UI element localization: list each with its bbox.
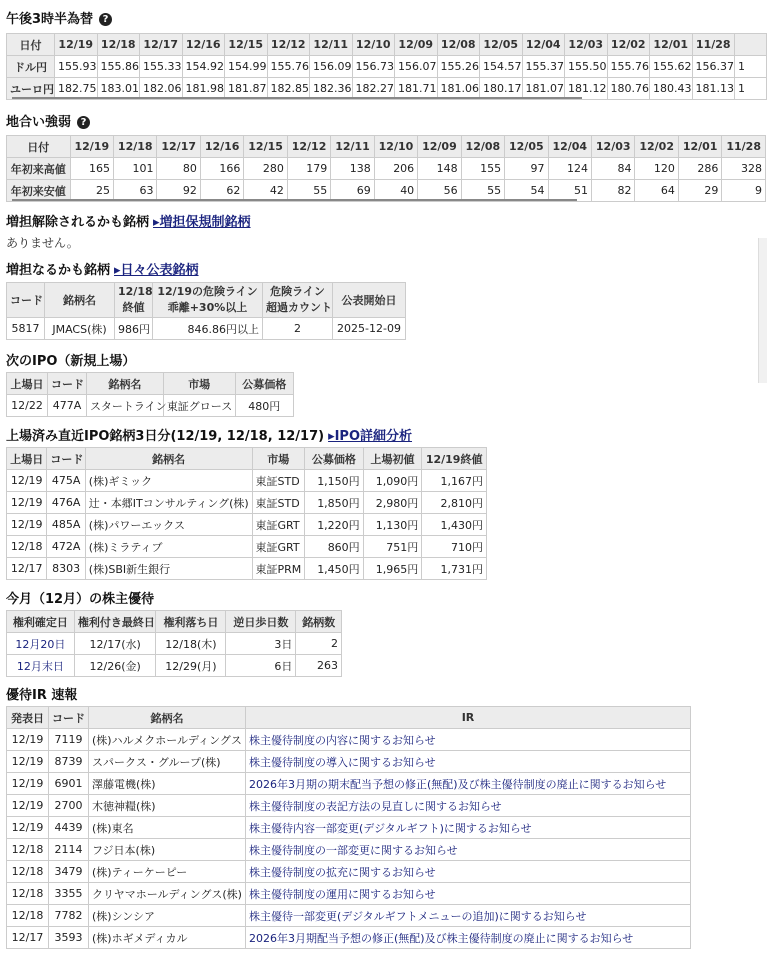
rate-cell: 155.50 [565, 56, 608, 78]
count-cell: 328 [722, 158, 766, 180]
count-cell: 82 [592, 180, 635, 202]
increase-header-row [7, 283, 406, 318]
table-row [7, 773, 691, 795]
date-header: 11/28 [692, 34, 735, 56]
count-cell: 55 [461, 180, 504, 202]
start-header: 公表開始日 [333, 283, 406, 318]
date-header: 12/16 [182, 34, 225, 56]
stock-count: 263 [296, 655, 342, 677]
listing-date: 12/19 [7, 492, 47, 514]
stock-name[interactable]: JMACS(株) [45, 318, 115, 340]
ex-date: 12/18(木) [156, 633, 226, 655]
date-header: 12/09 [418, 136, 461, 158]
market-header: 市場 [252, 448, 305, 470]
ir-link[interactable]: 2026年3月期の期末配当予想の修正(無配)及び株主優待制度の廃止に関するお知らせ [246, 773, 691, 795]
date-header: 12/18 [97, 34, 140, 56]
announce-date: 12/19 [7, 751, 49, 773]
rate-cell: 180.43 [650, 78, 693, 100]
days: 3日 [226, 633, 296, 655]
stock-code: 485A [47, 514, 85, 536]
table-row [7, 839, 691, 861]
date-header: 12/09 [395, 34, 438, 56]
listing-date-header: 上場日 [7, 373, 48, 395]
date-header: 12/18 [114, 136, 157, 158]
margin-regulation-link[interactable]: ▸増担保規制銘柄 [153, 215, 251, 230]
ir-header-row [7, 707, 691, 729]
danger-header [153, 283, 263, 318]
announce-date: 12/18 [7, 839, 49, 861]
increase-section-title [6, 259, 199, 278]
stock-code: 4439 [49, 817, 89, 839]
code-header: コード [49, 707, 89, 729]
rate-cell: 181.12 [565, 78, 608, 100]
market-header: 市場 [163, 373, 235, 395]
stock-code: 475A [47, 470, 85, 492]
close-price-header: 12/19終値 [422, 448, 487, 470]
date-header: 12/17 [140, 34, 183, 56]
recent-ipo-header-row [7, 448, 487, 470]
daily-announcement-link[interactable]: ▸日々公表銘柄 [114, 263, 199, 278]
rate-cell: 183.01 [97, 78, 140, 100]
rate-cell: 155.62 [650, 56, 693, 78]
count-cell: 155 [461, 158, 504, 180]
next-ipo-table [6, 372, 294, 417]
close-price: 1,167円 [422, 470, 487, 492]
date-header: 12/08 [437, 34, 480, 56]
close-price: 710円 [422, 536, 487, 558]
rate-cell: 155.33 [140, 56, 183, 78]
listing-date: 12/18 [7, 536, 47, 558]
stock-code: 8303 [47, 558, 85, 580]
stock-code: 5817 [7, 318, 45, 340]
days: 6日 [226, 655, 296, 677]
last-date: 12/17(水) [74, 633, 156, 655]
count-cell: 56 [418, 180, 461, 202]
count-cell: 51 [548, 180, 591, 202]
table-row [7, 558, 487, 580]
rate-cell: 155.93 [55, 56, 98, 78]
record-date-header: 権利確定日 [7, 611, 75, 633]
stock-name[interactable]: (株)ミラティブ [85, 536, 252, 558]
stock-code: 3593 [49, 927, 89, 949]
strength-title: 地合い強弱 [6, 115, 72, 130]
table-row [7, 861, 691, 883]
table-row [7, 492, 487, 514]
code-header: コード [48, 373, 87, 395]
stock-code: 7782 [49, 905, 89, 927]
stock-code: 2114 [49, 839, 89, 861]
date-header: 12/15 [225, 34, 268, 56]
date-header: 12/17 [157, 136, 200, 158]
stock-code: 3355 [49, 883, 89, 905]
announce-date: 12/17 [7, 927, 49, 949]
rate-cell: 181.87 [225, 78, 268, 100]
stock-code: 472A [47, 536, 85, 558]
table-row [7, 883, 691, 905]
offer-price: 1,450円 [305, 558, 364, 580]
stock-code: 3479 [49, 861, 89, 883]
rate-cell: 182.27 [352, 78, 395, 100]
market: 東証GRT [252, 514, 305, 536]
date-header: 12/10 [352, 34, 395, 56]
stock-name[interactable]: 木徳神糧(株) [89, 795, 246, 817]
stock-name[interactable]: スパークス・グループ(株) [89, 751, 246, 773]
date-header: 12/03 [565, 34, 608, 56]
date-header: 12/16 [200, 136, 243, 158]
announce-date: 12/19 [7, 729, 49, 751]
rate-cell: 156.07 [395, 56, 438, 78]
date-header: 12/03 [592, 136, 635, 158]
announce-date: 12/18 [7, 905, 49, 927]
strength-table-wrap[interactable] [6, 135, 762, 203]
ex-date: 12/29(月) [156, 655, 226, 677]
listing-date-header: 上場日 [7, 448, 47, 470]
rate-cell: 154.57 [480, 56, 523, 78]
stock-name[interactable]: クリヤマホールディングス(株) [89, 883, 246, 905]
date-header: 12/11 [310, 34, 353, 56]
record-date-link[interactable]: 12月末日 [7, 655, 75, 677]
table-row [7, 318, 406, 340]
market: 東証STD [252, 470, 305, 492]
offer-price: 1,850円 [305, 492, 364, 514]
announce-date: 12/19 [7, 773, 49, 795]
rate-cell: 182.85 [267, 78, 310, 100]
name-header: 銘柄名 [45, 283, 115, 318]
close-price: 1,430円 [422, 514, 487, 536]
table-row [7, 751, 691, 773]
page-scrollbar[interactable] [758, 238, 767, 383]
strength-date-header: 日付 [7, 136, 71, 158]
ir-link[interactable]: 株主優待一部変更(デジタルギフトメニューの追加)に関するお知らせ [246, 905, 691, 927]
rate-cell: 155.26 [437, 56, 480, 78]
ir-link[interactable]: 株主優待制度の一部変更に関するお知らせ [246, 839, 691, 861]
rate-cell: 180.76 [607, 78, 650, 100]
stock-name[interactable]: (株)SBI新生銀行 [85, 558, 252, 580]
table-row [7, 395, 294, 417]
table-row [7, 817, 691, 839]
open-price: 1,965円 [363, 558, 422, 580]
table-row [7, 927, 691, 949]
count-cell: 286 [678, 158, 721, 180]
strength-scrollbar[interactable] [12, 199, 577, 201]
benefits-section-title: 今月（12月）の株主優待 [6, 592, 155, 607]
count-cell: 138 [331, 158, 374, 180]
stock-code: 8739 [49, 751, 89, 773]
count-cell: 29 [678, 180, 721, 202]
count-cell: 124 [548, 158, 591, 180]
count-header-line2: 超過カウント [266, 301, 332, 314]
count-cell: 42 [244, 180, 287, 202]
danger-header-line2: 乖離+30%以上 [167, 301, 248, 314]
count-cell: 69 [331, 180, 374, 202]
table-row [7, 905, 691, 927]
count-cell: 280 [244, 158, 287, 180]
rate-cell: 155.76 [607, 56, 650, 78]
count-cell: 80 [157, 158, 200, 180]
rate-cell: 154.99 [225, 56, 268, 78]
count-cell: 64 [635, 180, 678, 202]
excess-count: 2 [263, 318, 333, 340]
rate-cell: 182.06 [140, 78, 183, 100]
rate-cell-overflow: 1 [735, 78, 767, 100]
date-header: 12/05 [480, 34, 523, 56]
record-date-link[interactable]: 12月20日 [7, 633, 75, 655]
date-header: 12/02 [607, 34, 650, 56]
strength-table [6, 135, 766, 202]
market: 東証PRM [252, 558, 305, 580]
table-row [7, 158, 766, 180]
rate-cell: 154.92 [182, 56, 225, 78]
table-row [7, 56, 767, 78]
open-price: 1,130円 [363, 514, 422, 536]
date-header: 12/01 [650, 34, 693, 56]
rate-cell: 181.98 [182, 78, 225, 100]
stock-name[interactable]: (株)ハルメクホールディングス [89, 729, 246, 751]
stock-code: 7119 [49, 729, 89, 751]
count-cell: 9 [722, 180, 766, 202]
listing-date: 12/19 [7, 514, 47, 536]
benefits-table [6, 610, 342, 677]
table-row [7, 514, 487, 536]
date-header: 12/01 [678, 136, 721, 158]
offer-price: 1,150円 [305, 470, 364, 492]
count-cell: 165 [70, 158, 113, 180]
announce-date: 12/18 [7, 861, 49, 883]
market: 東証GRT [252, 536, 305, 558]
date-header: 12/19 [55, 34, 98, 56]
offer-price-header: 公募価格 [235, 373, 293, 395]
stock-name[interactable]: 辻・本郷ITコンサルティング(株) [85, 492, 252, 514]
name-header: 銘柄名 [85, 448, 252, 470]
count-cell: 206 [374, 158, 417, 180]
ir-header: IR [246, 707, 691, 729]
ir-link[interactable]: 株主優待内容一部変更(デジタルギフト)に関するお知らせ [246, 817, 691, 839]
announce-date: 12/18 [7, 883, 49, 905]
rate-cell: 181.06 [437, 78, 480, 100]
rate-cell: 180.17 [480, 78, 523, 100]
stock-count: 2 [296, 633, 342, 655]
ir-link[interactable]: 株主優待制度の導入に関するお知らせ [246, 751, 691, 773]
name-header: 銘柄名 [89, 707, 246, 729]
date-header: 12/19 [70, 136, 113, 158]
stock-code: 477A [48, 395, 87, 417]
last-date-header: 権利付き最終日 [74, 611, 156, 633]
fx-table [6, 33, 767, 100]
offer-price: 480円 [235, 395, 293, 417]
stock-name[interactable]: (株)シンシア [89, 905, 246, 927]
count-cell: 101 [114, 158, 157, 180]
stock-code: 476A [47, 492, 85, 514]
rate-cell: 181.13 [692, 78, 735, 100]
count-cell: 25 [70, 180, 113, 202]
stock-name[interactable]: (株)ギミック [85, 470, 252, 492]
rate-cell: 182.75 [55, 78, 98, 100]
count-cell: 62 [200, 180, 243, 202]
stock-name[interactable]: (株)東名 [89, 817, 246, 839]
row-label: 年初来安値 [7, 180, 71, 202]
close-price: 986円 [115, 318, 153, 340]
table-row [7, 795, 691, 817]
rate-cell: 156.73 [352, 56, 395, 78]
fx-section-title [6, 8, 112, 27]
date-header: 12/12 [267, 34, 310, 56]
count-cell: 97 [505, 158, 548, 180]
release-section-title [6, 211, 251, 230]
close-header [115, 283, 153, 318]
start-date: 2025-12-09 [333, 318, 406, 340]
announce-date: 12/19 [7, 817, 49, 839]
stock-name[interactable]: スタートライン [86, 395, 163, 417]
days-header: 逆日歩日数 [226, 611, 296, 633]
row-label: ドル円 [7, 56, 55, 78]
fx-date-header: 日付 [7, 34, 55, 56]
count-cell: 40 [374, 180, 417, 202]
count-cell: 63 [114, 180, 157, 202]
market: 東証STD [252, 492, 305, 514]
stock-name[interactable]: (株)パワーエックス [85, 514, 252, 536]
date-header: 12/10 [374, 136, 417, 158]
count-cell: 166 [200, 158, 243, 180]
code-header: コード [7, 283, 45, 318]
rate-cell: 155.37 [522, 56, 565, 78]
offer-price: 1,220円 [305, 514, 364, 536]
count-cell: 120 [635, 158, 678, 180]
help-icon[interactable]: ? [99, 13, 112, 26]
table-row [7, 655, 342, 677]
danger-header-line1: 12/19の危険ライン [157, 285, 258, 298]
recent-ipo-table [6, 447, 487, 580]
next-ipo-header-row [7, 373, 294, 395]
date-header: 12/04 [522, 34, 565, 56]
ir-link[interactable]: 2026年3月期配当予想の修正(無配)及び株主優待制度の廃止に関するお知らせ [246, 927, 691, 949]
rate-cell: 155.86 [97, 56, 140, 78]
fx-scrollbar[interactable] [12, 97, 582, 99]
recent-ipo-section-title [6, 425, 412, 444]
open-price-header: 上場初値 [363, 448, 422, 470]
rate-cell: 182.36 [310, 78, 353, 100]
name-header: 銘柄名 [86, 373, 163, 395]
table-row [7, 633, 342, 655]
close-price: 1,731円 [422, 558, 487, 580]
ir-link[interactable]: 株主優待制度の拡充に関するお知らせ [246, 861, 691, 883]
danger-line: 846.86円以上 [153, 318, 263, 340]
count-header [263, 283, 333, 318]
date-header: 11/28 [722, 136, 766, 158]
date-header: 12/15 [244, 136, 287, 158]
date-header-overflow [735, 34, 767, 56]
announce-date-header: 発表日 [7, 707, 49, 729]
ex-date-header: 権利落ち日 [156, 611, 226, 633]
count-cell: 92 [157, 180, 200, 202]
table-row [7, 729, 691, 751]
release-message: ありません。 [6, 236, 79, 250]
close-header-line1: 12/18 [118, 285, 153, 298]
count-header: 銘柄数 [296, 611, 342, 633]
increase-title: 増担なるかも銘柄 [6, 263, 111, 278]
code-header: コード [47, 448, 85, 470]
fx-table-wrap[interactable] [6, 33, 747, 101]
strength-header-row [7, 136, 766, 158]
strength-section-title [6, 111, 90, 130]
increase-table [6, 282, 406, 340]
rate-cell: 155.76 [267, 56, 310, 78]
close-price: 2,810円 [422, 492, 487, 514]
stock-name[interactable]: (株)ホギメディカル [89, 927, 246, 949]
fx-header-row [7, 34, 767, 56]
fx-title: 午後3時半為替 [6, 12, 94, 27]
row-label: ユーロ円 [7, 78, 55, 100]
ir-link[interactable]: 株主優待制度の表記方法の見直しに関するお知らせ [246, 795, 691, 817]
open-price: 2,980円 [363, 492, 422, 514]
rate-cell: 181.07 [522, 78, 565, 100]
rate-cell-overflow: 1 [735, 56, 767, 78]
close-header-line2: 終値 [122, 301, 145, 314]
ir-link[interactable]: 株主優待制度の運用に関するお知らせ [246, 883, 691, 905]
listing-date: 12/19 [7, 470, 47, 492]
date-header: 12/05 [505, 136, 548, 158]
help-icon[interactable]: ? [77, 116, 90, 129]
recent-ipo-title: 上場済み直近IPO銘柄3日分(12/19, 12/18, 12/17) [6, 429, 325, 444]
last-date: 12/26(金) [74, 655, 156, 677]
open-price: 1,090円 [363, 470, 422, 492]
rate-cell: 181.71 [395, 78, 438, 100]
table-row [7, 470, 487, 492]
date-header: 12/02 [635, 136, 678, 158]
count-header-line1: 危険ライン [270, 285, 325, 298]
stock-name[interactable]: フジ日本(株) [89, 839, 246, 861]
rate-cell: 156.09 [310, 56, 353, 78]
offer-price: 860円 [305, 536, 364, 558]
stock-code: 6901 [49, 773, 89, 795]
market: 東証グロース [163, 395, 235, 417]
listing-date: 12/22 [7, 395, 48, 417]
ir-link[interactable]: 株主優待制度の内容に関するお知らせ [246, 729, 691, 751]
next-ipo-section-title: 次のIPO（新規上場） [6, 354, 136, 369]
stock-code: 2700 [49, 795, 89, 817]
row-label: 年初来高値 [7, 158, 71, 180]
benefits-header-row [7, 611, 342, 633]
ir-section-title: 優待IR 速報 [6, 688, 78, 703]
offer-price-header: 公募価格 [305, 448, 364, 470]
table-row [7, 536, 487, 558]
count-cell: 84 [592, 158, 635, 180]
count-cell: 148 [418, 158, 461, 180]
count-cell: 54 [505, 180, 548, 202]
ipo-analysis-link[interactable]: ▸IPO詳細分析 [328, 429, 413, 444]
count-cell: 55 [287, 180, 330, 202]
date-header: 12/08 [461, 136, 504, 158]
stock-name[interactable]: 澤藤電機(株) [89, 773, 246, 795]
count-cell: 179 [287, 158, 330, 180]
listing-date: 12/17 [7, 558, 47, 580]
stock-name[interactable]: (株)ティーケーピー [89, 861, 246, 883]
release-title: 増担解除されるかも銘柄 [6, 215, 150, 230]
date-header: 12/04 [548, 136, 591, 158]
ir-table [6, 706, 691, 949]
rate-cell: 156.37 [692, 56, 735, 78]
date-header: 12/12 [287, 136, 330, 158]
announce-date: 12/19 [7, 795, 49, 817]
open-price: 751円 [363, 536, 422, 558]
date-header: 12/11 [331, 136, 374, 158]
